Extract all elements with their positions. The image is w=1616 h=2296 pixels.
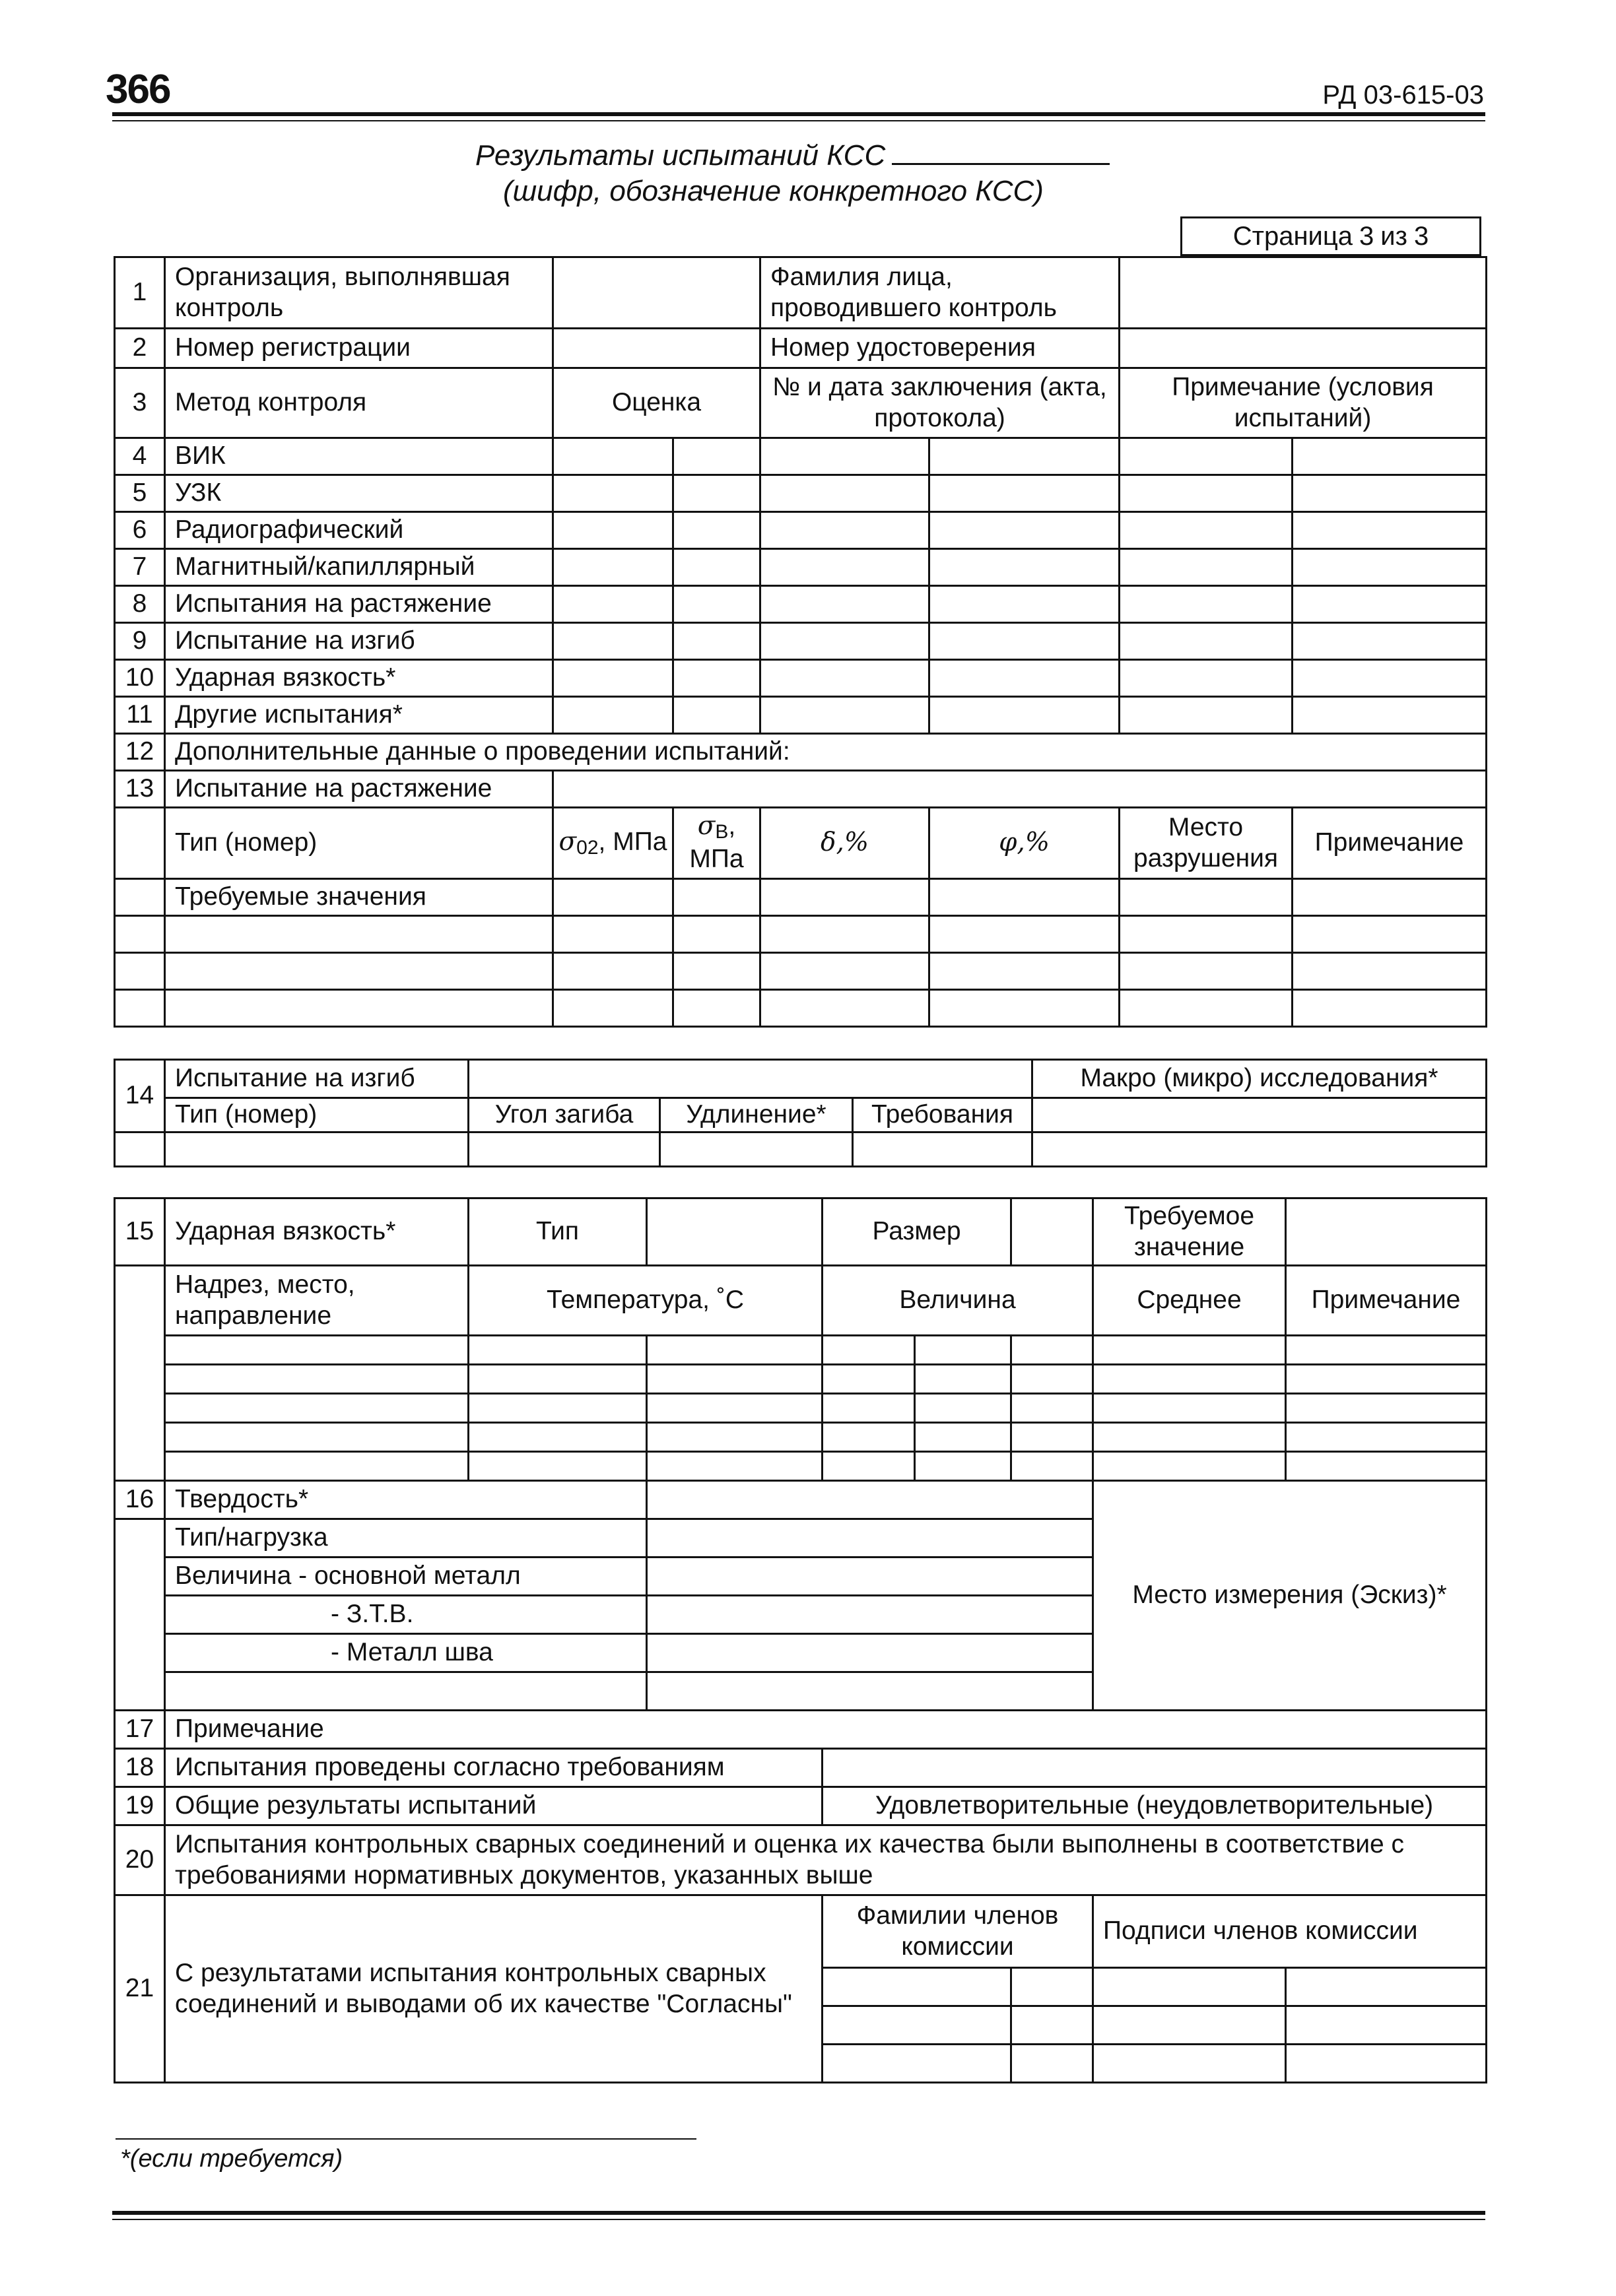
notch-header: Надрез, место, направление <box>165 1266 469 1336</box>
page-counter-of: из <box>1380 221 1407 251</box>
sigma-subscript: В <box>715 821 729 843</box>
row-20 <box>115 1825 1487 1895</box>
cell[interactable] <box>1286 2006 1487 2045</box>
commission-signatures-header: Подписи членов комиссии <box>1093 1895 1487 1968</box>
cell <box>115 1266 165 1481</box>
organization-value[interactable] <box>553 257 760 329</box>
cell[interactable] <box>1286 1394 1487 1423</box>
sigma-subscript: 02 <box>576 836 599 859</box>
cell[interactable] <box>915 1423 1011 1452</box>
tensile-test-label: Испытание на растяжение <box>165 771 553 808</box>
cell[interactable] <box>165 1394 469 1423</box>
cell[interactable] <box>553 475 673 512</box>
inspector-name-label: Фамилия лица, проводившего контроль <box>760 257 1120 329</box>
cell[interactable] <box>1093 1365 1286 1394</box>
form-subtitle: (шифр, обозначение конкретного КСС) <box>503 175 1044 207</box>
cell[interactable] <box>673 438 760 475</box>
cell[interactable] <box>1011 2006 1093 2045</box>
cell[interactable] <box>1120 549 1293 586</box>
cell[interactable] <box>673 660 760 697</box>
cell[interactable] <box>1293 438 1487 475</box>
tensile-header-row <box>115 808 1487 879</box>
method-name: Испытания на растяжение <box>165 586 553 623</box>
cell[interactable] <box>929 623 1120 660</box>
method-row <box>115 475 1487 512</box>
row-number: 16 <box>115 1481 165 1519</box>
unit: , МПа <box>689 812 744 874</box>
table-row <box>115 1336 1487 1365</box>
member-name-cell[interactable] <box>823 2006 1011 2045</box>
row-number: 8 <box>115 586 165 623</box>
cell[interactable] <box>165 1365 469 1394</box>
table-row <box>115 1365 1487 1394</box>
method-row <box>115 660 1487 697</box>
member-name-cell[interactable] <box>823 1968 1011 2006</box>
cell[interactable] <box>760 879 929 916</box>
cell[interactable] <box>823 1394 915 1423</box>
row-number: 14 <box>115 1060 165 1132</box>
fracture-location-header: Место разрушения <box>1120 808 1293 879</box>
cell[interactable] <box>1093 1452 1286 1481</box>
cell[interactable] <box>553 660 673 697</box>
cell[interactable] <box>469 1452 647 1481</box>
hardness-value[interactable] <box>647 1481 1093 1519</box>
table-row <box>115 990 1487 1027</box>
cell[interactable] <box>469 1423 647 1452</box>
impact-hardness-table <box>114 1197 1487 2083</box>
row-number: 21 <box>115 1895 165 2083</box>
cell[interactable] <box>1293 990 1487 1027</box>
row-15 <box>115 1198 1487 1266</box>
cell[interactable] <box>165 1672 647 1711</box>
cell[interactable] <box>553 586 673 623</box>
footer-rule <box>112 2211 1485 2215</box>
cell[interactable] <box>1293 586 1487 623</box>
cell[interactable] <box>673 586 760 623</box>
cell[interactable] <box>673 697 760 734</box>
temperature-header: Температура, ˚С <box>469 1266 823 1336</box>
registration-number-value[interactable] <box>553 329 760 368</box>
cell[interactable] <box>915 1452 1011 1481</box>
footnote: *(если требуется) <box>120 2145 343 2173</box>
cell[interactable] <box>165 990 553 1027</box>
agreement-statement: С результатами испытания контрольных сварных соединений и выводами об их качестве "Согласны" <box>165 1895 823 2083</box>
page-counter-total: 3 <box>1413 221 1429 251</box>
cell[interactable] <box>647 1423 823 1452</box>
row-number: 5 <box>115 475 165 512</box>
row-number: 4 <box>115 438 165 475</box>
cell[interactable] <box>1011 1423 1093 1452</box>
bend-header-row <box>115 1098 1487 1132</box>
required-values-label: Требуемые значения <box>165 879 553 916</box>
cell[interactable] <box>1011 1968 1093 2006</box>
cell[interactable] <box>647 1596 1093 1634</box>
cell[interactable] <box>469 1132 660 1167</box>
cell[interactable] <box>929 549 1120 586</box>
cell[interactable] <box>760 475 929 512</box>
document-reference: РД 03-615-03 <box>1322 81 1484 110</box>
cell[interactable] <box>929 879 1120 916</box>
cell[interactable] <box>1011 1336 1093 1365</box>
cell[interactable] <box>929 916 1120 953</box>
table-row <box>115 1423 1487 1452</box>
cell[interactable] <box>929 438 1120 475</box>
cell[interactable] <box>469 1336 647 1365</box>
conditions-header: Примечание (условия испытаний) <box>1120 368 1487 438</box>
row-number: 17 <box>115 1711 165 1749</box>
table-row <box>115 953 1487 990</box>
cell[interactable] <box>647 1336 823 1365</box>
header-rule <box>112 112 1485 116</box>
overall-results-label: Общие результаты испытаний <box>165 1787 823 1825</box>
member-signature-cell[interactable] <box>1093 1968 1286 2006</box>
required-value-input[interactable] <box>1286 1198 1487 1266</box>
row-number: 2 <box>115 329 165 368</box>
inspector-name-value[interactable] <box>1120 257 1487 329</box>
elongation-header: Удлинение* <box>660 1098 853 1132</box>
cell[interactable] <box>553 879 673 916</box>
method-name: Другие испытания* <box>165 697 553 734</box>
cell <box>115 1519 165 1711</box>
specimen-type-label: Тип <box>469 1198 647 1266</box>
cell[interactable] <box>165 916 553 953</box>
row-17 <box>115 1711 1487 1749</box>
cell[interactable] <box>647 1519 1093 1558</box>
row-number: 20 <box>115 1825 165 1895</box>
row-number: 3 <box>115 368 165 438</box>
row-18 <box>115 1749 1487 1787</box>
impact-label: Ударная вязкость* <box>165 1198 469 1266</box>
cell[interactable] <box>760 623 929 660</box>
method-row <box>115 586 1487 623</box>
cell[interactable] <box>915 1336 1011 1365</box>
row-12 <box>115 734 1487 771</box>
cell[interactable] <box>1120 953 1293 990</box>
cell[interactable] <box>673 990 760 1027</box>
cell[interactable] <box>553 549 673 586</box>
cell[interactable] <box>760 438 929 475</box>
cell[interactable] <box>1293 512 1487 549</box>
method-header: Метод контроля <box>165 368 553 438</box>
member-signature-cell[interactable] <box>1093 2045 1286 2083</box>
haz-label: - З.Т.В. <box>165 1596 647 1634</box>
cell[interactable] <box>553 697 673 734</box>
hardness-label: Твердость* <box>165 1481 647 1519</box>
form-title <box>475 135 1110 176</box>
base-metal-label: Величина - основной металл <box>165 1558 647 1596</box>
test-methods-table <box>114 256 1487 1028</box>
cell[interactable] <box>1293 475 1487 512</box>
cell[interactable] <box>929 990 1120 1027</box>
sketch-area: Место измерения (Эскиз)* <box>1093 1481 1487 1711</box>
cell[interactable] <box>1286 1336 1487 1365</box>
cell[interactable] <box>1286 2045 1487 2083</box>
table-row <box>115 1132 1487 1167</box>
cell[interactable] <box>1011 1365 1093 1394</box>
cell[interactable] <box>1293 953 1487 990</box>
type-number-header: Тип (номер) <box>165 1098 469 1132</box>
note-label: Примечание <box>165 1711 1487 1749</box>
cell[interactable] <box>1120 697 1293 734</box>
impact-header-row <box>115 1266 1487 1336</box>
cell[interactable] <box>823 1365 915 1394</box>
cell[interactable] <box>1293 660 1487 697</box>
method-name: Испытание на изгиб <box>165 623 553 660</box>
method-row <box>115 438 1487 475</box>
code-underline <box>892 137 1110 165</box>
cell[interactable] <box>1011 1394 1093 1423</box>
cell[interactable] <box>760 512 929 549</box>
row-21 <box>115 1895 1487 1968</box>
row-3 <box>115 368 1487 438</box>
certificate-number-label: Номер удостоверения <box>760 329 1120 368</box>
cell[interactable] <box>1293 879 1487 916</box>
method-row <box>115 549 1487 586</box>
cell[interactable] <box>165 1336 469 1365</box>
report-header: № и дата заключения (акта, протокола) <box>760 368 1120 438</box>
reduction-header: φ,% <box>929 808 1120 879</box>
additional-data-label: Дополнительные данные о проведении испытаний: <box>165 734 1487 771</box>
elongation-header: δ,% <box>760 808 929 879</box>
organization-label: Организация, выполнявшая контроль <box>165 257 553 329</box>
cell[interactable] <box>1286 1423 1487 1452</box>
cell <box>115 808 165 879</box>
registration-number-label: Номер регистрации <box>165 329 553 368</box>
method-row <box>115 697 1487 734</box>
cell[interactable] <box>553 990 673 1027</box>
table-row <box>115 916 1487 953</box>
bend-angle-header: Угол загиба <box>469 1098 660 1132</box>
cell[interactable] <box>1032 1098 1487 1132</box>
cell[interactable] <box>469 1394 647 1423</box>
bend-test-table <box>114 1059 1487 1167</box>
cell[interactable] <box>1120 475 1293 512</box>
cell[interactable] <box>115 916 165 953</box>
average-header: Среднее <box>1093 1266 1286 1336</box>
cell[interactable] <box>1011 2045 1093 2083</box>
cell[interactable] <box>915 1365 1011 1394</box>
cell[interactable] <box>660 1132 853 1167</box>
cell[interactable] <box>929 953 1120 990</box>
cell[interactable] <box>673 475 760 512</box>
method-name: Магнитный/капиллярный <box>165 549 553 586</box>
size-label: Размер <box>823 1198 1011 1266</box>
certificate-number-value[interactable] <box>1120 329 1487 368</box>
yield-strength-header <box>553 808 673 879</box>
row-13 <box>115 771 1487 808</box>
cell[interactable] <box>673 512 760 549</box>
cell[interactable] <box>647 1558 1093 1596</box>
commission-names-header: Фамилии членов комиссии <box>823 1895 1093 1968</box>
cell[interactable] <box>673 953 760 990</box>
cell[interactable] <box>1120 990 1293 1027</box>
cell[interactable] <box>823 1452 915 1481</box>
row-number: 18 <box>115 1749 165 1787</box>
cell[interactable] <box>760 990 929 1027</box>
page-counter <box>1180 216 1481 256</box>
header-rule-thin <box>112 120 1485 121</box>
load-type-label: Тип/нагрузка <box>165 1519 647 1558</box>
sigma-symbol: σ <box>697 811 716 841</box>
cell[interactable] <box>760 549 929 586</box>
page-number: 366 <box>106 67 170 112</box>
cell[interactable] <box>760 916 929 953</box>
cell[interactable] <box>929 512 1120 549</box>
cell[interactable] <box>760 953 929 990</box>
cell[interactable] <box>823 1336 915 1365</box>
footer-rule-thin <box>112 2219 1485 2220</box>
cell[interactable] <box>165 1423 469 1452</box>
cell[interactable] <box>165 953 553 990</box>
cell[interactable] <box>553 623 673 660</box>
cell[interactable] <box>1120 879 1293 916</box>
cell[interactable] <box>553 953 673 990</box>
cell[interactable] <box>115 1132 165 1167</box>
table-row <box>115 1394 1487 1423</box>
cell[interactable] <box>1120 586 1293 623</box>
cell[interactable] <box>165 1132 469 1167</box>
cell[interactable] <box>115 953 165 990</box>
method-row <box>115 512 1487 549</box>
cell[interactable] <box>1286 1968 1487 2006</box>
cell[interactable] <box>673 549 760 586</box>
compliance-statement: Испытания контрольных сварных соединений и оценка их качества были выполнены в соответствие с требованиями нормативных документов, указанных выше <box>165 1825 1487 1895</box>
cell[interactable] <box>673 916 760 953</box>
row-number: 11 <box>115 697 165 734</box>
row-number: 9 <box>115 623 165 660</box>
unit: , МПа <box>598 827 667 856</box>
cell[interactable] <box>469 1365 647 1394</box>
cell[interactable] <box>823 1423 915 1452</box>
cell[interactable] <box>1120 623 1293 660</box>
cell[interactable] <box>760 697 929 734</box>
requirements-value[interactable] <box>823 1749 1487 1787</box>
note-header: Примечание <box>1286 1266 1487 1336</box>
type-number-header: Тип (номер) <box>165 808 553 879</box>
method-name: Радиографический <box>165 512 553 549</box>
value-header: Величина <box>823 1266 1093 1336</box>
cell[interactable] <box>929 586 1120 623</box>
cell[interactable] <box>1293 916 1487 953</box>
requirements-header: Требования <box>853 1098 1032 1132</box>
row-number: 15 <box>115 1198 165 1266</box>
method-row <box>115 623 1487 660</box>
cell[interactable] <box>673 879 760 916</box>
member-signature-cell[interactable] <box>1093 2006 1286 2045</box>
cell[interactable] <box>929 697 1120 734</box>
cell[interactable] <box>647 1452 823 1481</box>
cell[interactable] <box>1120 438 1293 475</box>
bend-test-value[interactable] <box>469 1060 1032 1098</box>
method-name: ВИК <box>165 438 553 475</box>
cell[interactable] <box>1293 623 1487 660</box>
requirements-label: Испытания проведены согласно требованиям <box>165 1749 823 1787</box>
cell[interactable] <box>647 1394 823 1423</box>
method-name: УЗК <box>165 475 553 512</box>
cell[interactable] <box>1293 697 1487 734</box>
row-number: 12 <box>115 734 165 771</box>
row-number: 10 <box>115 660 165 697</box>
overall-results-value: Удовлетворительные (неудовлетворительные) <box>823 1787 1487 1825</box>
required-values-row <box>115 879 1487 916</box>
note-header: Примечание <box>1293 808 1487 879</box>
required-value-label: Требуемое значение <box>1093 1198 1286 1266</box>
row-1 <box>115 257 1487 329</box>
macro-micro-header: Макро (микро) исследования* <box>1032 1060 1487 1098</box>
cell[interactable] <box>1120 660 1293 697</box>
cell[interactable] <box>673 623 760 660</box>
cell[interactable] <box>1120 512 1293 549</box>
tensile-strength-header <box>673 808 760 879</box>
weld-metal-label: - Металл шва <box>165 1634 647 1672</box>
cell[interactable] <box>1011 1452 1093 1481</box>
table-row <box>115 1452 1487 1481</box>
cell[interactable] <box>1093 1336 1286 1365</box>
cell[interactable] <box>1120 916 1293 953</box>
cell[interactable] <box>115 990 165 1027</box>
cell[interactable] <box>165 1452 469 1481</box>
cell[interactable] <box>647 1365 823 1394</box>
page-counter-label: Страница <box>1232 221 1353 251</box>
cell[interactable] <box>1293 549 1487 586</box>
row-number: 19 <box>115 1787 165 1825</box>
method-name: Ударная вязкость* <box>165 660 553 697</box>
row-19 <box>115 1787 1487 1825</box>
row-number: 6 <box>115 512 165 549</box>
specimen-type-value[interactable] <box>647 1198 823 1266</box>
page-counter-current: 3 <box>1359 221 1374 251</box>
form-title-text: Результаты испытаний КСС <box>475 139 886 172</box>
row-number: 13 <box>115 771 165 808</box>
cell[interactable] <box>1286 1452 1487 1481</box>
row-number: 1 <box>115 257 165 329</box>
cell[interactable] <box>1286 1365 1487 1394</box>
cell[interactable] <box>553 916 673 953</box>
cell[interactable] <box>1032 1132 1487 1167</box>
row-2 <box>115 329 1487 368</box>
cell[interactable] <box>647 1634 1093 1672</box>
tensile-test-value[interactable] <box>553 771 1487 808</box>
cell[interactable] <box>760 660 929 697</box>
cell[interactable] <box>553 512 673 549</box>
row-14 <box>115 1060 1487 1098</box>
row-16 <box>115 1481 1487 1519</box>
footnote-rule <box>116 2138 696 2140</box>
cell[interactable] <box>1093 1423 1286 1452</box>
cell[interactable] <box>853 1132 1032 1167</box>
cell[interactable] <box>929 475 1120 512</box>
cell[interactable] <box>1093 1394 1286 1423</box>
size-value[interactable] <box>1011 1198 1093 1266</box>
sigma-symbol: σ <box>558 826 577 857</box>
cell[interactable] <box>647 1672 1093 1711</box>
cell[interactable] <box>929 660 1120 697</box>
assessment-header: Оценка <box>553 368 760 438</box>
cell[interactable] <box>760 586 929 623</box>
bend-test-label: Испытание на изгиб <box>165 1060 469 1098</box>
cell <box>115 879 165 916</box>
row-number: 7 <box>115 549 165 586</box>
cell[interactable] <box>553 438 673 475</box>
cell[interactable] <box>915 1394 1011 1423</box>
member-name-cell[interactable] <box>823 2045 1011 2083</box>
